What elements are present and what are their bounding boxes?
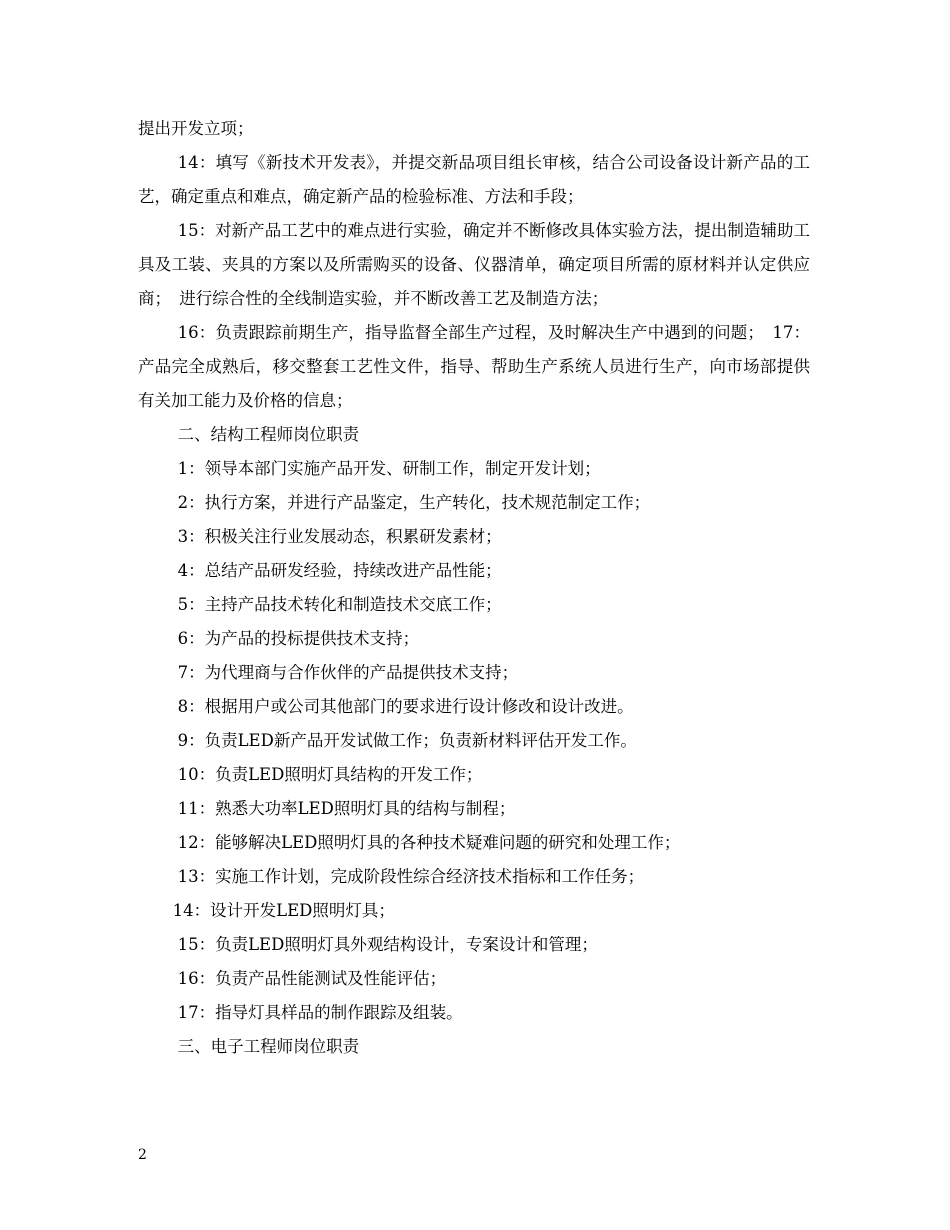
section-heading-structural-engineer: 二、结构工程师岗位职责 bbox=[177, 425, 360, 444]
list-item: 4：总结产品研发经验，持续改进产品性能； bbox=[177, 561, 502, 580]
list-item: 1：领导本部门实施产品开发、研制工作，制定开发计划； bbox=[177, 459, 601, 478]
list-item: 16：负责产品性能测试及性能评估； bbox=[177, 969, 447, 988]
list-item: 5：主持产品技术转化和制造技术交底工作； bbox=[177, 595, 502, 614]
list-item: 11：熟悉大功率LED照明灯具的结构与制程； bbox=[177, 799, 516, 818]
section-heading-electronic-engineer: 三、电子工程师岗位职责 bbox=[177, 1037, 360, 1056]
list-item: 9：负责LED新产品开发试做工作；负责新材料评估开发工作。 bbox=[177, 731, 637, 750]
document-body bbox=[138, 112, 810, 1064]
list-item: 10：负责LED照明灯具结构的开发工作； bbox=[177, 765, 483, 784]
list-item: 12：能够解决LED照明灯具的各种技术疑难问题的研究和处理工作； bbox=[177, 833, 681, 852]
paragraph-item-14: 14：填写《新技术开发表》，并提交新品项目组长审核，结合公司设备设计新产品的工艺，确定重点和难点，确定新产品的检验标准、方法和手段； bbox=[138, 153, 810, 206]
list-item: 8：根据用户或公司其他部门的要求进行设计修改和设计改进。 bbox=[177, 697, 634, 716]
page-number: 2 bbox=[138, 1147, 147, 1163]
list-item: 15：负责LED照明灯具外观结构设计，专案设计和管理； bbox=[177, 935, 598, 954]
paragraph-item-16-17: 16：负责跟踪前期生产，指导监督全部生产过程，及时解决生产中遇到的问题； 17：产品完全成熟后，移交整套工艺性文件，指导、帮助生产系统人员进行生产，向市场部提供有关加工能力及价格的信息； bbox=[138, 323, 810, 410]
list-item: 3：积极关注行业发展动态，积累研发素材； bbox=[177, 527, 502, 546]
list-item: 14：设计开发LED照明灯具； bbox=[172, 901, 395, 920]
list-item: 6：为产品的投标提供技术支持； bbox=[177, 629, 420, 648]
paragraph-continuation: 提出开发立项； bbox=[138, 119, 254, 138]
paragraph-item-15: 15：对新产品工艺中的难点进行实验，确定并不断修改具体实验方法，提出制造辅助工具及工装、夹具的方案以及所需购买的设备、仪器清单，确定项目所需的原材料并认定供应商； 进行综合性的全线制造实验，并不断改善工艺及制造方法； bbox=[138, 221, 810, 308]
list-item: 17：指导灯具样品的制作跟踪及组装。 bbox=[177, 1003, 463, 1022]
list-item: 2：执行方案，并进行产品鉴定，生产转化，技术规范制定工作； bbox=[177, 493, 651, 512]
list-item: 7：为代理商与合作伙伴的产品提供技术支持； bbox=[177, 663, 519, 682]
list-item: 13：实施工作计划，完成阶段性综合经济技术指标和工作任务； bbox=[177, 867, 645, 886]
